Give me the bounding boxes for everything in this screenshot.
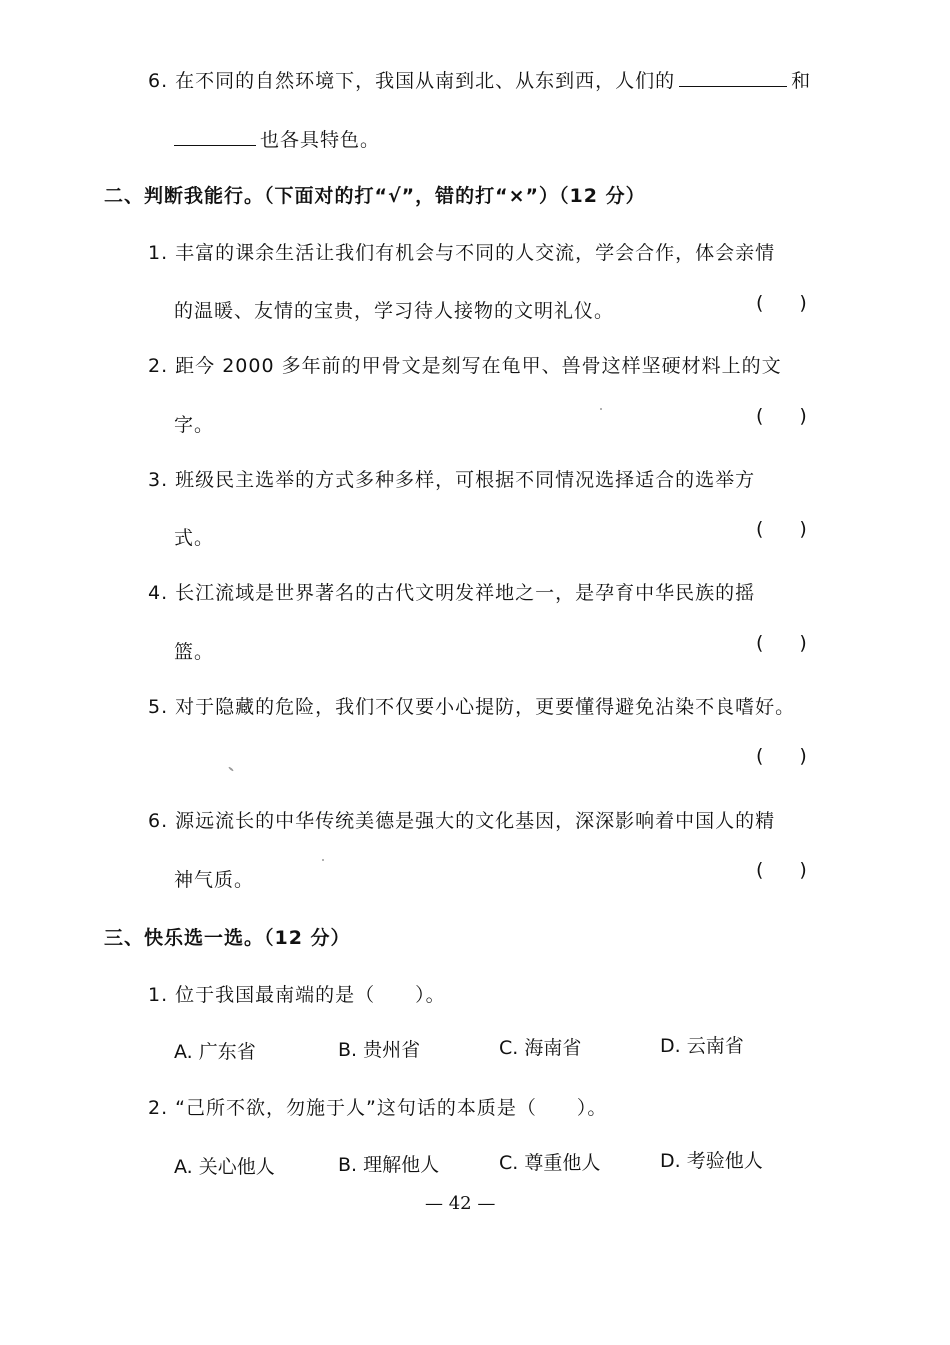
q6-he: 和 (791, 70, 812, 92)
judge-item-5-answer[interactable] (756, 745, 807, 767)
paren-close: ) (799, 859, 807, 881)
page-number: — 42 — (425, 1193, 496, 1214)
scan-speck (600, 408, 602, 410)
paren-open: ( (756, 405, 764, 427)
judge-item-4-answer[interactable] (756, 632, 807, 654)
scan-speck (228, 766, 234, 771)
paren-open: ( (756, 632, 764, 654)
judge-item-6-line2: 神气质。 (174, 869, 255, 891)
choice-q2-option-b[interactable]: B. 理解他人 (338, 1154, 440, 1176)
q6-line1 (148, 66, 811, 93)
paren-open: ( (756, 859, 764, 881)
choice-q2-option-c[interactable]: C. 尊重他人 (499, 1152, 601, 1174)
scan-speck (322, 859, 324, 861)
paren-open: ( (756, 745, 764, 767)
judge-item-3-answer[interactable] (756, 518, 807, 540)
judge-item-3-line1: 3. 班级民主选举的方式多种多样，可根据不同情况选择适合的选举方 (148, 469, 756, 491)
paren-close: ) (799, 292, 807, 314)
judge-item-1-line1: 1. 丰富的课余生活让我们有机会与不同的人交流，学会合作，体会亲情 (148, 242, 776, 264)
choice-q1-option-d[interactable]: D. 云南省 (660, 1035, 744, 1057)
choice-q2-stem: 2. “己所不欲，勿施于人”这句话的本质是（ ）。 (148, 1097, 608, 1119)
judge-item-6-answer[interactable] (756, 859, 807, 881)
choice-q2-option-d[interactable]: D. 考验他人 (660, 1150, 763, 1172)
q6-line2-text: 也各具特色。 (260, 129, 381, 151)
section-heading-choice: 三、快乐选一选。（12 分） (104, 927, 351, 949)
choice-q1-stem: 1. 位于我国最南端的是（ ）。 (148, 984, 446, 1006)
paren-close: ) (799, 632, 807, 654)
paren-close: ) (799, 518, 807, 540)
judge-item-2-line2: 字。 (174, 414, 215, 436)
paren-close: ) (799, 405, 807, 427)
q6-line2 (174, 125, 380, 152)
judge-item-1-line2: 的温暖、友情的宝贵，学习待人接物的文明礼仪。 (174, 300, 615, 322)
judge-item-1-answer[interactable] (756, 292, 807, 314)
choice-q1-option-a[interactable]: A. 广东省 (174, 1041, 256, 1063)
judge-item-2-answer[interactable] (756, 405, 807, 427)
q6-answer-blank-2[interactable] (174, 144, 256, 146)
judge-item-5-line1: 5. 对于隐藏的危险，我们不仅要小心提防，更要懂得避免沾染不良嗜好。 (148, 696, 796, 718)
judge-item-2-line1: 2. 距今 2000 多年前的甲骨文是刻写在龟甲、兽骨这样坚硬材料上的文 (148, 355, 782, 377)
judge-item-6-line1: 6. 源远流长的中华传统美德是强大的文化基因，深深影响着中国人的精 (148, 810, 776, 832)
paren-open: ( (756, 518, 764, 540)
section-heading-judge: 二、判断我能行。（下面对的打“√”，错的打“×”）（12 分） (104, 185, 646, 207)
choice-q2-option-a[interactable]: A. 关心他人 (174, 1156, 275, 1178)
choice-q1-option-c[interactable]: C. 海南省 (499, 1037, 582, 1059)
paren-close: ) (799, 745, 807, 767)
q6-answer-blank-1[interactable] (679, 85, 787, 87)
q6-line1-text: 6. 在不同的自然环境下，我国从南到北、从东到西，人们的 (148, 70, 676, 92)
judge-item-4-line1: 4. 长江流域是世界著名的古代文明发祥地之一，是孕育中华民族的摇 (148, 582, 756, 604)
choice-q1-option-b[interactable]: B. 贵州省 (338, 1039, 421, 1061)
judge-item-4-line2: 篮。 (174, 641, 215, 663)
judge-item-3-line2: 式。 (174, 527, 215, 549)
paren-open: ( (756, 292, 764, 314)
